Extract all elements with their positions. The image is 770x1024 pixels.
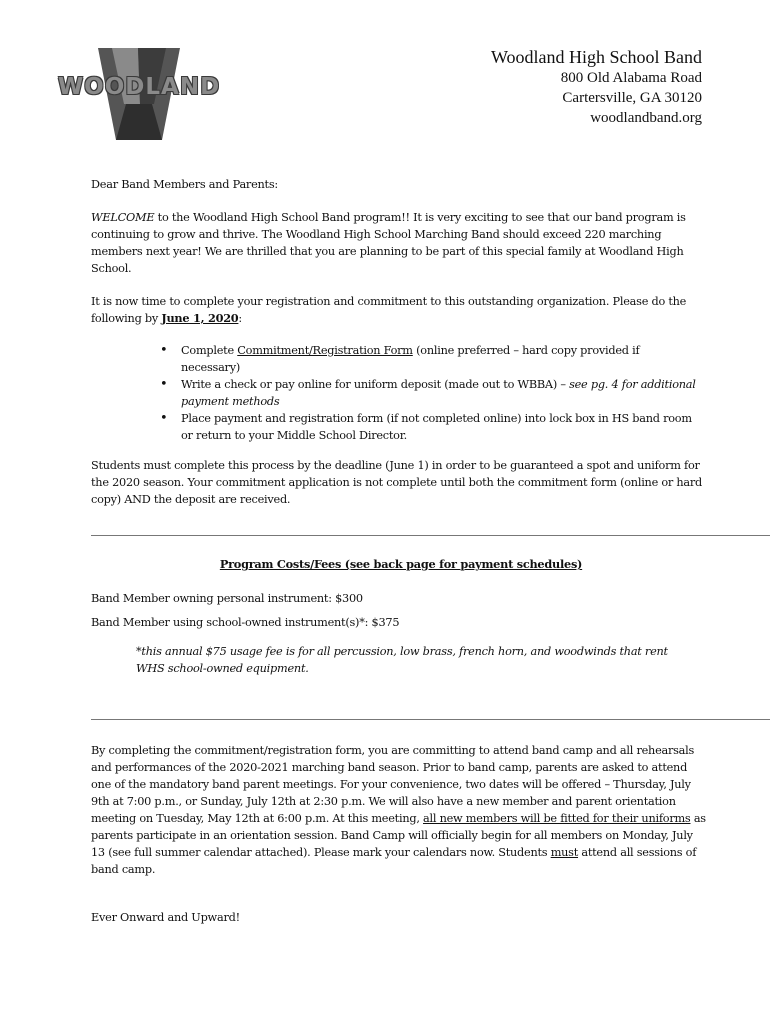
- letterhead-city: Cartersville, GA 30120: [562, 90, 702, 106]
- closing: Ever Onward and Upward!: [91, 911, 240, 924]
- letterhead-street: 800 Old Alabama Road: [560, 70, 702, 86]
- letterhead: [491, 46, 702, 128]
- list-item: • Complete Commitment/Registration Form (online preferred – hard copy provided if necessary): [160, 342, 700, 376]
- deadline-paragraph: [91, 293, 711, 327]
- deadline-date: June 1, 2020: [161, 311, 239, 325]
- divider: [91, 535, 770, 536]
- welcome-lead: WELCOME: [91, 211, 155, 224]
- cost-school: Band Member using school-owned instrument(s)*: $375: [91, 616, 400, 629]
- cost-owning: Band Member owning personal instrument: $300: [91, 592, 363, 605]
- students-paragraph: Students must complete this process by the deadline (June 1) in order to be guaranteed a spot and uniform for the 2020 season. Your commitment application is not complete until both the commitment form (online or hard copy) AND the deposit are received.: [91, 459, 703, 506]
- salutation-text: Dear Band Members and Parents:: [91, 178, 278, 191]
- woodland-logo: [54, 44, 224, 144]
- costs-heading: Program Costs/Fees (see back page for payment schedules): [219, 557, 583, 571]
- welcome-paragraph: [91, 209, 711, 277]
- todo-list: [160, 342, 700, 444]
- camp-paragraph: By completing the commitment/registration form, you are committing to attend band camp and all rehearsals and performances of the 2020-2021 marching band season. Prior to band camp, parents are asked to attend one of the mandatory band parent meetings. For your convenience, two dates will be offered – Thursday, July 9th at 7:00 p.m., or Sunday, July 12th at 2:30 p.m. We will also have a new member and parent orientation meeting on Tuesday, May 12th at 6:00 p.m. At this meeting, all new members will be fitted for their uniforms as parents participate in an orientation session. Band Camp will officially begin for all members on Monday, July 13 (see full summer calendar attached). Please mark your calendars now. Students must attend all sessions of band camp.: [91, 744, 706, 876]
- list-item: • Place payment and registration form (if not completed online) into lock box in HS band room or return to your Middle School Director.: [160, 410, 700, 444]
- logo-text: WOODLAND: [57, 74, 221, 100]
- deadline-post: :: [238, 312, 242, 325]
- list-item: • Write a check or pay online for uniform deposit (made out to WBBA) – see pg. 4 for additional payment methods: [160, 376, 700, 410]
- usage-fee-note: *this annual $75 usage fee is for all percussion, low brass, french horn, and woodwinds that rent WHS school-owned equipment.: [136, 645, 668, 675]
- deadline-pre: It is now time to complete your registration and commitment to this outstanding organization. Please do the following by: [91, 295, 687, 325]
- welcome-rest: to the Woodland High School Band program!! It is very exciting to see that our band program is continuing to grow and thrive. The Woodland High School Marching Band should exceed 220 marching members next year! We are thrilled that you are planning to be part of this special family at Woodland High School.: [91, 211, 686, 275]
- letterhead-web: woodlandband.org: [590, 110, 702, 126]
- commitment-form-link[interactable]: Commitment/Registration Form: [237, 344, 413, 357]
- letterhead-org: Woodland High School Band: [490, 47, 702, 67]
- divider: [91, 719, 770, 720]
- salutation: [91, 176, 711, 193]
